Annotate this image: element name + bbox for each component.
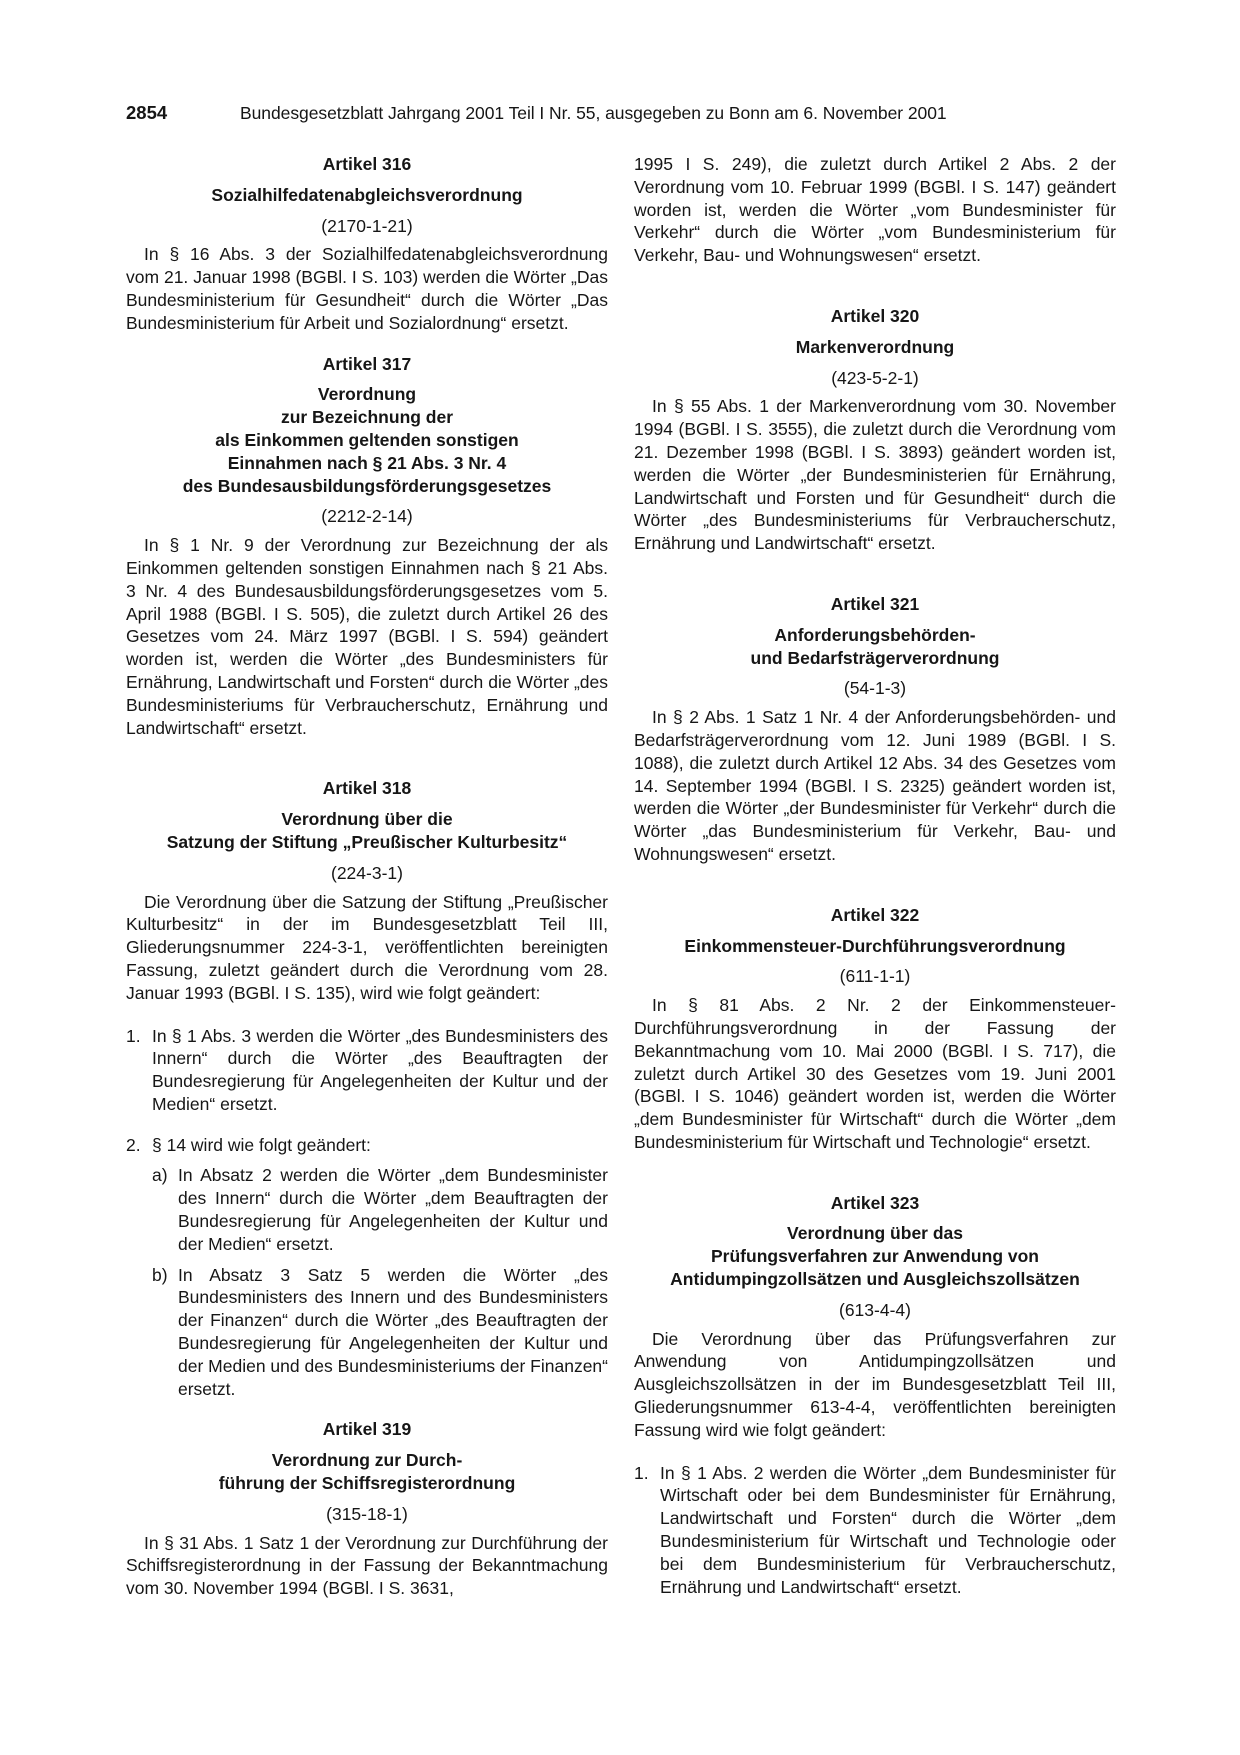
sub-list-item (152, 1264, 608, 1401)
article-319 (126, 1418, 608, 1600)
sub-list-item (152, 1164, 608, 1255)
article-title: Sozialhilfedatenabgleichsverordnung (211, 184, 523, 205)
list-number: 1. (634, 1462, 649, 1483)
article-code: (224-3-1) (331, 862, 403, 883)
article-320 (634, 305, 1116, 555)
article-322 (634, 904, 1116, 1154)
article-number: Artikel 321 (830, 593, 920, 614)
title-line: Einnahmen nach § 21 Abs. 3 Nr. 4 (227, 452, 507, 473)
sub-list-letter: a) (152, 1165, 168, 1186)
title-line: Antidumpingzollsätzen und Ausgleichszollsätzen (670, 1269, 1080, 1290)
sub-list-text: In Absatz 3 Satz 5 werden die Wörter „des Bundesministers des Innern und des Bundesministers der Finanzen“ durch die Wörter „des Beauftragten der Bundesregierung für Angelegenheiten der Kultur und der Medien und des Bundesministeriums der Finanzen“ ersetzt. (178, 1264, 608, 1399)
title-line: des Bundesausbildungsförderungsgesetzes (182, 475, 552, 496)
article-text: In § 81 Abs. 2 Nr. 2 der Einkommensteuer-Durchführungsverordnung in der Fassung der Bekanntmachung vom 10. Mai 2000 (BGBl. I S. 717), die zuletzt durch Artikel 30 des Gesetzes vom 19. Juni 2001 (BGBl. I S. 1046) geändert worden ist, werden die Wörter „dem Bundesminister für Wirtschaft“ durch die Wörter „dem Bundesministerium für Wirtschaft und Technologie“ ersetzt. (634, 995, 1116, 1152)
list-number: 1. (126, 1025, 141, 1046)
article-code: (315-18-1) (326, 1503, 408, 1524)
left-column (126, 153, 608, 1600)
article-code: (2170-1-21) (321, 215, 413, 236)
article-text: Die Verordnung über das Prüfungsverfahren zur Anwendung von Antidumpingzollsätzen und Ausgleichszollsätzen in der im Bundesgesetzblatt Teil III, Gliederungsnummer 613-4-4, veröffentlichten bereinigten Fassung wird wie folgt geändert: (634, 1328, 1116, 1440)
article-title (634, 624, 1116, 670)
article-text: In § 55 Abs. 1 der Markenverordnung vom 30. November 1994 (BGBl. I S. 3555), die zuletzt durch die Verordnung vom 21. Dezember 1998 (BGBl. I S. 3893) geändert worden ist, werden die Wörter „der Bundesministerien für Ernährung, Landwirtschaft und Forsten und für Gesundheit“ durch die Wörter „des Bundesministeriums für Verbraucherschutz, Ernährung und Landwirtschaft“ ersetzt. (634, 396, 1116, 554)
list-number: 2. (126, 1134, 141, 1155)
list-item (634, 1462, 1116, 1599)
list-text: § 14 wird wie folgt geändert: (152, 1134, 371, 1155)
list-item (126, 1134, 608, 1401)
title-line: Satzung der Stiftung „Preußischer Kulturbesitz“ (166, 831, 568, 852)
page-header (126, 100, 1006, 130)
amendment-list (126, 1025, 608, 1401)
article-316 (126, 153, 608, 335)
article-317 (126, 353, 608, 740)
page-number: 2854 (126, 102, 168, 123)
article-code: (613-4-4) (839, 1299, 911, 1320)
list-item (126, 1025, 608, 1116)
title-line: zur Bezeichnung der (280, 407, 454, 428)
sub-list-letter: b) (152, 1264, 168, 1285)
article-title (126, 1449, 608, 1495)
article-title: Markenverordnung (795, 336, 955, 357)
title-line: Anforderungsbehörden- (774, 624, 976, 645)
article-number: Artikel 318 (322, 778, 412, 799)
list-text: In § 1 Abs. 3 werden die Wörter „des Bundesministers des Innern“ durch die Wörter „des Beauftragten der Bundesregierung für Angelegenheiten der Kultur und der Medien“ ersetzt. (152, 1025, 608, 1114)
title-line: als Einkommen geltenden sonstigen (215, 429, 519, 450)
article-number: Artikel 319 (322, 1419, 412, 1440)
article-number: Artikel 320 (830, 305, 920, 326)
article-code: (2212-2-14) (321, 506, 413, 527)
list-text: In § 1 Abs. 2 werden die Wörter „dem Bundesminister für Wirtschaft oder bei dem Bundesminister für Ernährung, Landwirtschaft und Forsten“ durch die Wörter „dem Bundesministerium für Wirtschaft und Technologie oder bei dem Bundesministerium für Verbraucherschutz, Ernährung und Landwirtschaft“ ersetzt. (660, 1462, 1116, 1597)
article-text: Die Verordnung über die Satzung der Stiftung „Preußischer Kulturbesitz“ in der im Bundesgesetzblatt Teil III, Gliederungsnummer 224-3-1, veröffentlichten bereinigten Fassung, zuletzt geändert durch die Verordnung vom 28. Januar 1993 (BGBl. I S. 135), wird wie folgt geändert: (126, 891, 608, 1003)
article-title (126, 383, 608, 497)
article-title (634, 1222, 1116, 1290)
article-title (126, 808, 608, 854)
article-319-continued: 1995 I S. 249), die zuletzt durch Artikel 2 Abs. 2 der Verordnung vom 10. Februar 1999 (BGBl. I S. 147) geändert worden ist, werden die Wörter „vom Bundesminister für Verkehr“ durch die Wörter „vom Bundesministerium für Verkehr, Bau- und Wohnungswesen“ ersetzt. (634, 154, 1116, 266)
article-title: Einkommensteuer-Durchführungsverordnung (684, 935, 1066, 956)
article-text: In § 1 Nr. 9 der Verordnung zur Bezeichnung der als Einkommen geltenden sonstigen Einnahmen nach § 21 Abs. 3 Nr. 4 des Bundesausbildungsförderungsgesetzes vom 5. April 1988 (BGBl. I S. 505), die zuletzt durch Artikel 26 des Gesetzes vom 24. März 1997 (BGBl. I S. 594) geändert worden ist, werden die Wörter „des Bundesministers für Ernährung, Landwirtschaft und Forsten“ durch die Wörter „des Bundesministeriums für Verbraucherschutz, Ernährung und Landwirtschaft“ ersetzt. (126, 535, 608, 738)
article-318 (126, 777, 608, 1400)
article-number: Artikel 316 (322, 154, 412, 174)
title-line: führung der Schiffsregisterordnung (218, 1473, 516, 1494)
title-line: Verordnung über die (281, 809, 453, 830)
sub-list-text: In Absatz 2 werden die Wörter „dem Bundesminister des Innern“ durch die Wörter „dem Beauftragten der Bundesregierung für Angelegenheiten der Kultur und der Medien“ ersetzt. (178, 1165, 608, 1254)
amendment-list (634, 1462, 1116, 1599)
article-number: Artikel 322 (830, 904, 920, 925)
article-text: In § 31 Abs. 1 Satz 1 der Verordnung zur Durchführung der Schiffsregisterordnung in der Fassung der Bekanntmachung vom 30. November 1994 (BGBl. I S. 3631, (126, 1532, 608, 1599)
article-code: (611-1-1) (839, 966, 911, 987)
article-323 (634, 1192, 1116, 1599)
article-code: (423-5-2-1) (831, 367, 919, 388)
title-line: Verordnung über das (787, 1223, 963, 1244)
title-line: Verordnung (317, 384, 417, 405)
article-text: In § 16 Abs. 3 der Sozialhilfedatenabgleichsverordnung vom 21. Januar 1998 (BGBl. I S. 103) werden die Wörter „Das Bundesministerium für Gesundheit“ durch die Wörter „Das Bundesministerium für Arbeit und Sozialordnung“ ersetzt. (126, 244, 608, 333)
article-code: (54-1-3) (843, 678, 907, 699)
title-line: und Bedarfsträgerverordnung (750, 647, 1000, 668)
article-number: Artikel 317 (322, 353, 412, 374)
article-321 (634, 593, 1116, 866)
running-head: Bundesgesetzblatt Jahrgang 2001 Teil I Nr. 55, ausgegeben zu Bonn am 6. November 2001 (240, 103, 947, 123)
article-text: In § 2 Abs. 1 Satz 1 Nr. 4 der Anforderungsbehörden- und Bedarfsträgerverordnung vom 12. Juni 1989 (BGBl. I S. 1088), die zuletzt durch Artikel 12 Abs. 34 des Gesetzes vom 14. September 1994 (BGBl. I S. 2325) geändert worden ist, werden die Wörter „der Bundesminister für Verkehr“ durch die Wörter „das Bundesministerium für Verkehr, Bau- und Wohnungswesen“ ersetzt. (634, 707, 1116, 864)
title-line: Prüfungsverfahren zur Anwendung von (711, 1246, 1039, 1267)
right-column (634, 153, 1116, 1598)
article-number: Artikel 323 (830, 1192, 920, 1213)
title-line: Verordnung zur Durch- (271, 1450, 463, 1471)
